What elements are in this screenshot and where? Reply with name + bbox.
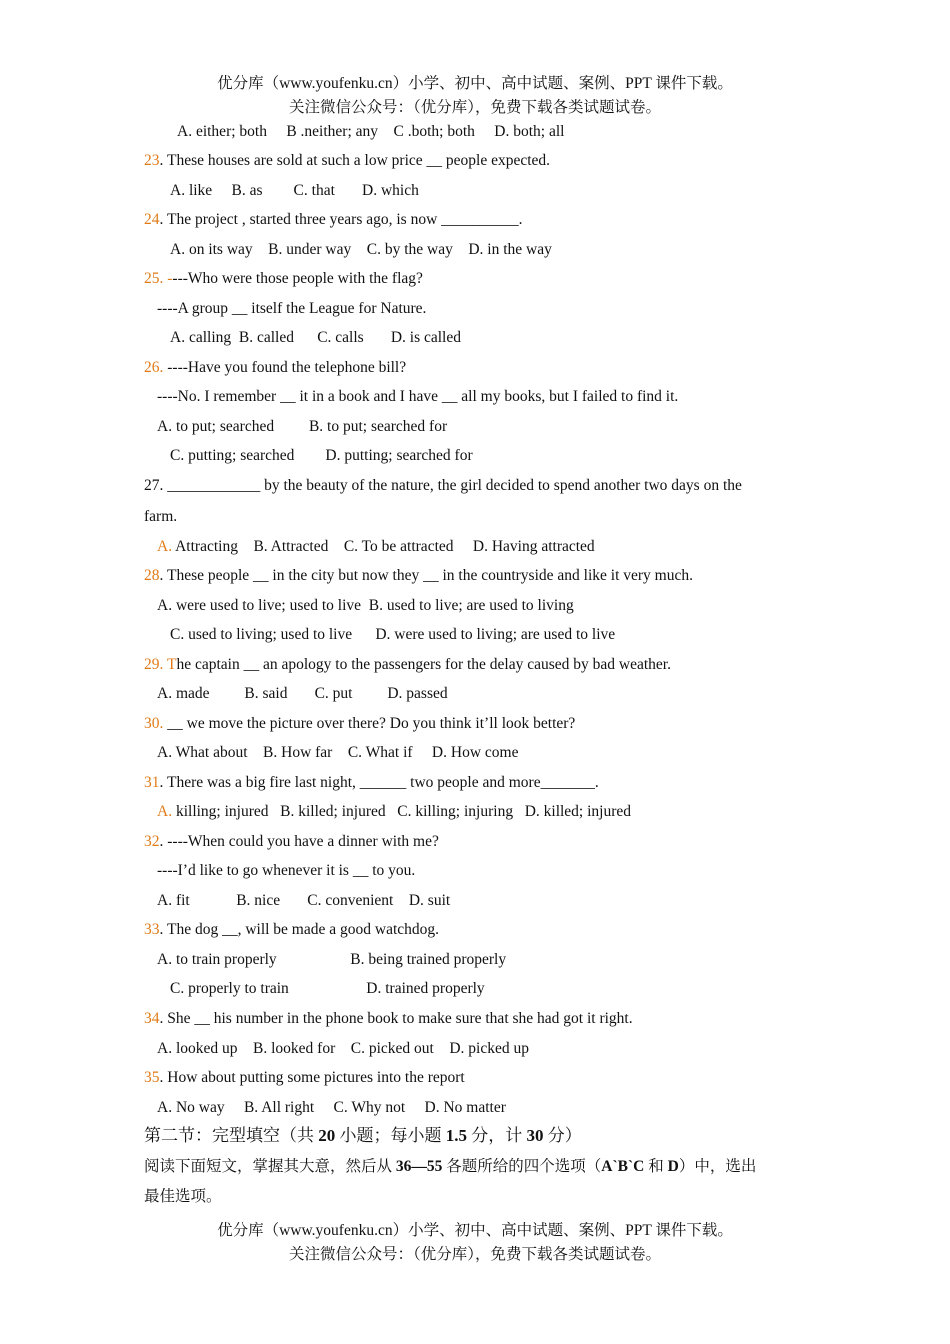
- question-stem: ---Who were those people with the flag?: [172, 270, 423, 287]
- question-number: 30.: [144, 715, 164, 732]
- question-stem: . These houses are sold at such a low price __ people expected.: [159, 152, 551, 169]
- question-number: 23: [144, 152, 160, 169]
- q23-options: A. like B. as C. that D. which: [170, 182, 419, 199]
- question-stem: he captain __ an apology to the passengers for the delay caused by bad weather.: [176, 656, 671, 673]
- footer-line-1: 优分库（www.youfenku.cn）小学、初中、高中试题、案例、PPT 课件下载。: [217, 1222, 733, 1239]
- q28-options-1: A. were used to live; used to live B. used to live; are used to living: [157, 597, 574, 614]
- q33-options-2: C. properly to train D. trained properly: [170, 980, 485, 997]
- heading-text: 小题；每小题: [335, 1126, 446, 1145]
- dash-mark: -: [163, 270, 173, 287]
- section-2-heading: [144, 1126, 582, 1146]
- question-26: [144, 358, 406, 378]
- heading-count: 20: [318, 1126, 336, 1145]
- question-stem: . The dog __, will be made a good watchdog.: [159, 921, 440, 938]
- heading-text: 第二节：完型填空（共: [144, 1126, 319, 1145]
- question-number: 33: [144, 921, 160, 938]
- question-stem: . These people __ in the city but now they __ in the countryside and like it very much.: [159, 567, 693, 584]
- q35-options: A. No way B. All right C. Why not D. No matter: [157, 1099, 506, 1116]
- heading-text: 分）: [543, 1126, 582, 1145]
- question-stem: . The project , started three years ago, is now __________.: [159, 211, 523, 228]
- option-letter-d: D: [667, 1158, 679, 1175]
- q25-options: A. calling B. called C. calls D. is called: [170, 329, 461, 346]
- question-25: [144, 269, 423, 289]
- option-letter: A.: [157, 803, 173, 820]
- question-number: 34: [144, 1010, 160, 1027]
- question-27-cont: farm.: [144, 508, 178, 525]
- q32-reply: ----I’d like to go whenever it is __ to you.: [157, 862, 416, 879]
- question-34: [144, 1009, 633, 1029]
- instruction-text: 阅读下面短文，掌握其大意，然后从: [144, 1158, 396, 1175]
- q30-options: A. What about B. How far C. What if D. How come: [157, 744, 519, 761]
- question-31: [144, 773, 599, 793]
- footer-line-2: 关注微信公众号：（优分库），免费下载各类试题试卷。: [288, 1246, 661, 1263]
- question-stem: . She __ his number in the phone book to make sure that she had got it right.: [159, 1010, 633, 1027]
- question-stem: . ----When could you have a dinner with me?: [159, 833, 439, 850]
- q28-options-2: C. used to living; used to live D. were used to living; are used to live: [170, 626, 616, 643]
- header-line-2: 关注微信公众号：（优分库），免费下载各类试题试卷。: [288, 99, 661, 116]
- question-32: [144, 832, 439, 852]
- q26-options-2: C. putting; searched D. putting; searched for: [170, 447, 473, 464]
- question-stem: . How about putting some pictures into the report: [159, 1069, 465, 1086]
- question-range: 36—55: [395, 1158, 443, 1175]
- question-28: [144, 566, 693, 586]
- q31-options: [157, 802, 631, 822]
- question-29: [144, 655, 671, 675]
- option-text: killing; injured B. killed; injured C. killing; injuring D. killed; injured: [172, 803, 632, 820]
- heading-total: 30: [526, 1126, 544, 1145]
- question-number: 29. T: [144, 656, 177, 673]
- q22-options: A. either; both B .neither; any C .both; both D. both; all: [177, 123, 565, 140]
- question-30: [144, 714, 575, 734]
- q26-reply: ----No. I remember __ it in a book and I have __ all my books, but I failed to find it.: [157, 388, 679, 405]
- question-stem: . There was a big fire last night, ______ two people and more_______.: [159, 774, 599, 791]
- option-text: Attracting B. Attracted C. To be attracted D. Having attracted: [172, 538, 595, 555]
- question-27: 27. ____________ by the beauty of the nature, the girl decided to spend another two days on the: [144, 477, 742, 494]
- heading-text: 分，计: [467, 1126, 527, 1145]
- question-23: [144, 151, 550, 171]
- section-2-instructions: [144, 1157, 756, 1177]
- instruction-text: ）中，选出: [678, 1158, 757, 1175]
- question-stem: __ we move the picture over there? Do you think it’ll look better?: [163, 715, 576, 732]
- option-letters: A`B`C: [601, 1158, 645, 1175]
- question-stem: ----Have you found the telephone bill?: [163, 359, 407, 376]
- question-number: 25.: [144, 270, 164, 287]
- q25-reply: ----A group __ itself the League for Nature.: [157, 300, 427, 317]
- question-number: 26.: [144, 359, 164, 376]
- q32-options: A. fit B. nice C. convenient D. suit: [157, 892, 451, 909]
- q33-options-1: A. to train properly B. being trained properly: [157, 951, 507, 968]
- q34-options: A. looked up B. looked for C. picked out D. picked up: [157, 1040, 529, 1057]
- q26-options-1: A. to put; searched B. to put; searched for: [157, 418, 448, 435]
- instruction-text: 和: [644, 1158, 668, 1175]
- question-number: 31: [144, 774, 160, 791]
- section-2-instructions-cont: 最佳选项。: [144, 1188, 222, 1205]
- question-33: [144, 920, 439, 940]
- instruction-text: 各题所给的四个选项（: [442, 1158, 602, 1175]
- question-24: [144, 210, 523, 230]
- question-35: [144, 1068, 465, 1088]
- q24-options: A. on its way B. under way C. by the way D. in the way: [170, 241, 552, 258]
- heading-points: 1.5: [445, 1126, 467, 1145]
- option-letter: A.: [157, 538, 173, 555]
- question-number: 24: [144, 211, 160, 228]
- question-number: 28: [144, 567, 160, 584]
- question-number: 32: [144, 833, 160, 850]
- q27-options: [157, 537, 595, 557]
- q29-options: A. made B. said C. put D. passed: [157, 685, 448, 702]
- header-line-1: 优分库（www.youfenku.cn）小学、初中、高中试题、案例、PPT 课件下载。: [217, 75, 733, 92]
- question-number: 35: [144, 1069, 160, 1086]
